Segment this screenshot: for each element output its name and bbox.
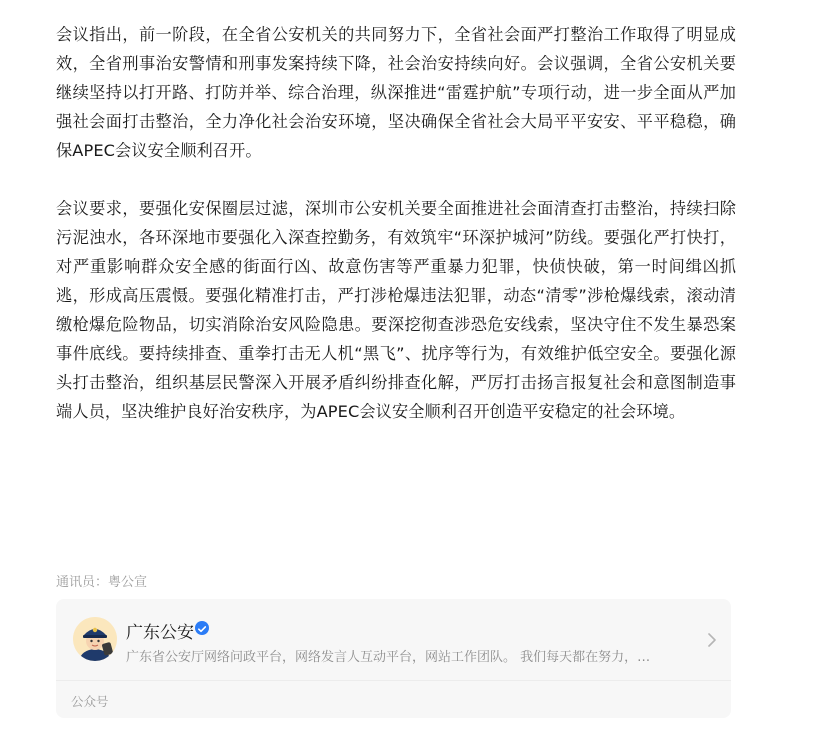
chevron-right-icon[interactable] xyxy=(707,632,717,653)
official-account-card[interactable] xyxy=(56,599,731,718)
correspondent-line xyxy=(56,571,147,590)
account-description: 广东省公安厅网络问政平台，网络发言人互动平台，网站工作团队。 我们每天都在努力，… xyxy=(126,650,651,665)
article-paragraph: 会议要求，要强化安保圈层过滤，深圳市公安机关要全面推进社会面清查打击整治，持续扫除污泥浊水，各环深地市要强化入深查控勤务，有效筑牢“环深护城河”防线。要强化严打快打，对严重影响群众安全感的街面行凶、故意伤害等严重暴力犯罪，快侦快破，第一时间缉凶抓逃，形成高压震慑。要强化精准打击，严打涉枪爆违法犯罪，动态“清零”涉枪爆线索，滚动清缴枪爆危险物品，切实消除治安风险隐患。要深挖彻查涉恐危安线索，坚决守住不发生暴恐案事件底线。要持续排查、重拳打击无人机“黑飞”、扰序等行为，有效维护低空安全。要强化源头打击整治，组织基层民警深入开展矛盾纠纷排查化解，严厉打击扬言报复社会和意图制造事端人员，坚决维护良好治安秩序，为APEC会议安全顺利召开创造平安稳定的社会环境。 xyxy=(56,199,736,421)
correspondent-name: 粤公宣 xyxy=(108,575,148,590)
police-avatar-icon xyxy=(73,617,117,661)
article-body xyxy=(56,20,736,426)
correspondent-label: 通讯员： xyxy=(56,575,109,590)
card-divider xyxy=(56,680,731,681)
account-name[interactable]: 广东公安 xyxy=(126,623,194,643)
article-paragraph: 会议指出，前一阶段，在全省公安机关的共同努力下，全省社会面严打整治工作取得了明显成效，全省刑事治安警情和刑事发案持续下降，社会治安持续向好。会议强调，全省公安机关要继续坚持以打开路、打防并举、综合治理，纵深推进“雷霆护航”专项行动，进一步全面从严加强社会面打击整治，全力净化社会治安环境，坚决确保全省社会大局平平安安、平平稳稳，确保APEC会议安全顺利召开。 xyxy=(56,25,736,160)
avatar[interactable] xyxy=(73,617,117,661)
account-type-label: 公众号 xyxy=(71,694,109,709)
verified-badge-icon xyxy=(195,621,209,635)
